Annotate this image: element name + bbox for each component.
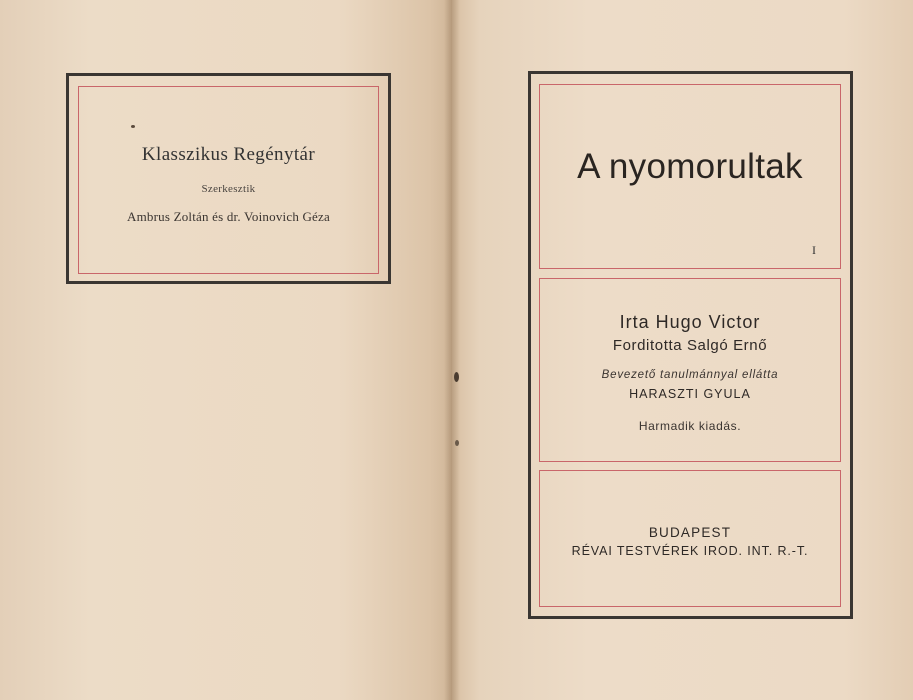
author-line: Irta Hugo Victor: [619, 312, 761, 332]
ink-speck: [131, 125, 135, 128]
credits-box: [539, 278, 841, 462]
book-title: A nyomorultak: [577, 147, 803, 186]
intro-author: HARASZTI GYULA: [629, 387, 751, 401]
series-title: Klasszikus Regénytár: [141, 144, 316, 165]
publisher-box: [539, 470, 841, 607]
binding-hole: [455, 440, 459, 446]
series-frame-inner: [78, 86, 379, 274]
editors-label: Szerkesztik: [201, 183, 256, 195]
binding-hole: [454, 372, 459, 382]
publisher-city: BUDAPEST: [648, 525, 732, 540]
book-gutter: [444, 0, 460, 700]
title-box: [539, 84, 841, 269]
intro-note: Bevezető tanulmánnyal ellátta: [601, 369, 779, 381]
translator-line: Forditotta Salgó Ernő: [612, 337, 768, 354]
editors-names: Ambrus Zoltán és dr. Voinovich Géza: [127, 209, 330, 224]
volume-number: I: [812, 243, 816, 257]
edition-note: Harmadik kiadás.: [638, 419, 742, 433]
publisher-name: RÉVAI TESTVÉREK IROD. INT. R.-T.: [571, 544, 809, 558]
